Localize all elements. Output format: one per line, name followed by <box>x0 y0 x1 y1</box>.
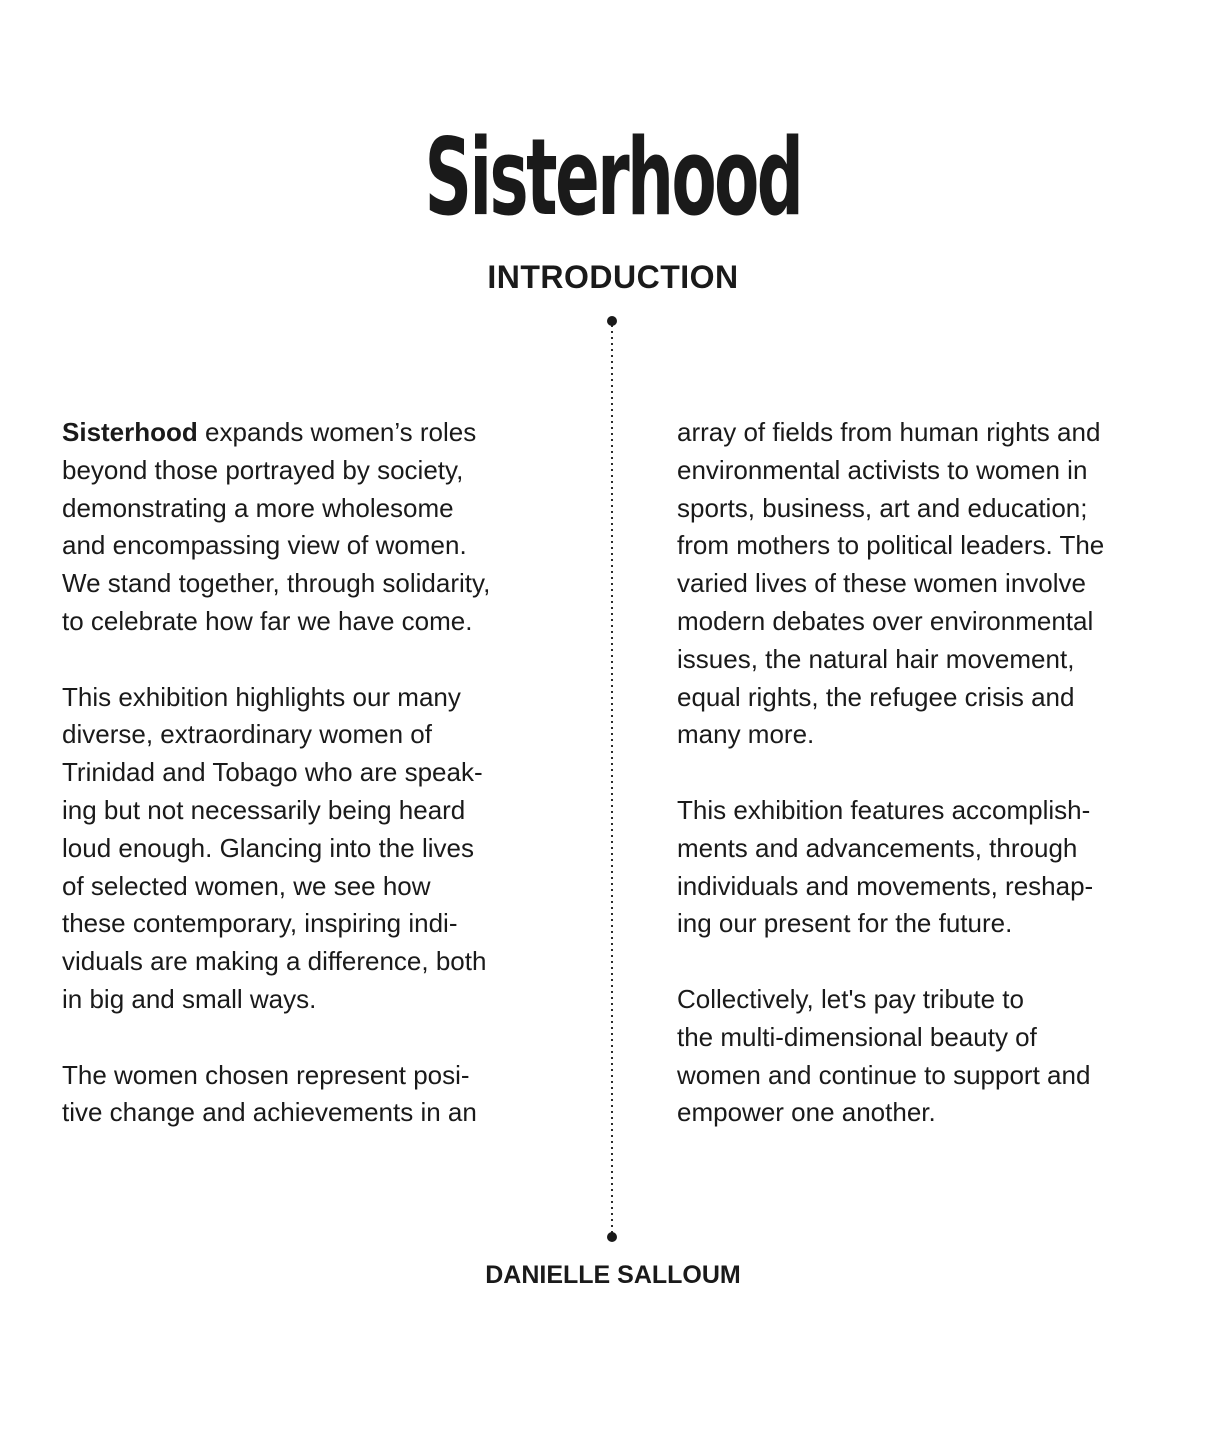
paragraph-line <box>62 414 562 452</box>
right-paragraph-3 <box>677 981 1177 1132</box>
paragraph-line: from mothers to political leaders. The <box>677 530 1105 561</box>
right-paragraph-2 <box>677 792 1177 943</box>
bold-title-text: Sisterhood <box>62 417 198 447</box>
paragraph-line: in big and small ways. <box>62 983 317 1014</box>
section-heading: INTRODUCTION <box>487 259 739 295</box>
paragraph-line: the multi-dimensional beauty of <box>677 1021 1037 1052</box>
page-title: Sisterhood <box>424 116 802 239</box>
paragraph-line: modern debates over environmental <box>677 605 1094 636</box>
paragraph-line: viduals are making a difference, both <box>62 946 487 977</box>
paragraph-text: expands women’s roles <box>197 417 477 447</box>
paragraph-line: and encompassing view of women. <box>62 530 467 561</box>
paragraph-line: array of fields from human rights and <box>677 417 1101 447</box>
paragraph-line: environmental activists to women in <box>677 454 1088 485</box>
paragraph-line: This exhibition features accomplish- <box>677 794 1091 825</box>
paragraph-line: empower one another. <box>677 1097 936 1128</box>
paragraph-line: ing our present for the future. <box>677 908 1013 939</box>
paragraph-line: ing but not necessarily being heard <box>62 794 466 825</box>
left-paragraph-1 <box>62 414 562 641</box>
paragraph-line: Trinidad and Tobago who are speak- <box>62 757 483 788</box>
paragraph-line: sports, business, art and education; <box>677 492 1088 523</box>
paragraph-line: The women chosen represent posi- <box>62 1059 470 1090</box>
right-column <box>677 414 1177 1132</box>
author-name: DANIELLE SALLOUM <box>485 1261 741 1289</box>
paragraph-line: tive change and achievements in an <box>62 1097 477 1128</box>
left-paragraph-3 <box>62 1057 562 1133</box>
paragraph-line: of selected women, we see how <box>62 870 431 901</box>
paragraph-line: varied lives of these women involve <box>677 568 1086 599</box>
paragraph-line: these contemporary, inspiring indi- <box>62 908 458 939</box>
paragraph-line: individuals and movements, reshap- <box>677 870 1094 901</box>
paragraph-line: women and continue to support and <box>677 1059 1091 1090</box>
paragraph-line: We stand together, through solidarity, <box>62 568 491 599</box>
paragraph-line: loud enough. Glancing into the lives <box>62 832 474 863</box>
paragraph-line: equal rights, the refugee crisis and <box>677 681 1075 712</box>
paragraph-line: beyond those portrayed by society, <box>62 454 464 485</box>
paragraph-line: issues, the natural hair movement, <box>677 643 1075 674</box>
paragraph-line: demonstrating a more wholesome <box>62 492 454 523</box>
paragraph-line: diverse, extraordinary women of <box>62 719 432 750</box>
divider-bottom-dot <box>607 1232 617 1242</box>
paragraph-line: This exhibition highlights our many <box>62 681 461 712</box>
paragraph-line: ments and advancements, through <box>677 832 1078 863</box>
divider-line <box>611 323 613 1235</box>
right-paragraph-1 <box>677 414 1177 754</box>
paragraph-line: to celebrate how far we have come. <box>62 605 473 636</box>
paragraph-line: many more. <box>677 719 815 750</box>
left-column <box>62 414 562 1132</box>
paragraph-line: Collectively, let's pay tribute to <box>677 983 1024 1014</box>
left-paragraph-2 <box>62 679 562 1019</box>
dotted-divider <box>606 315 618 1243</box>
